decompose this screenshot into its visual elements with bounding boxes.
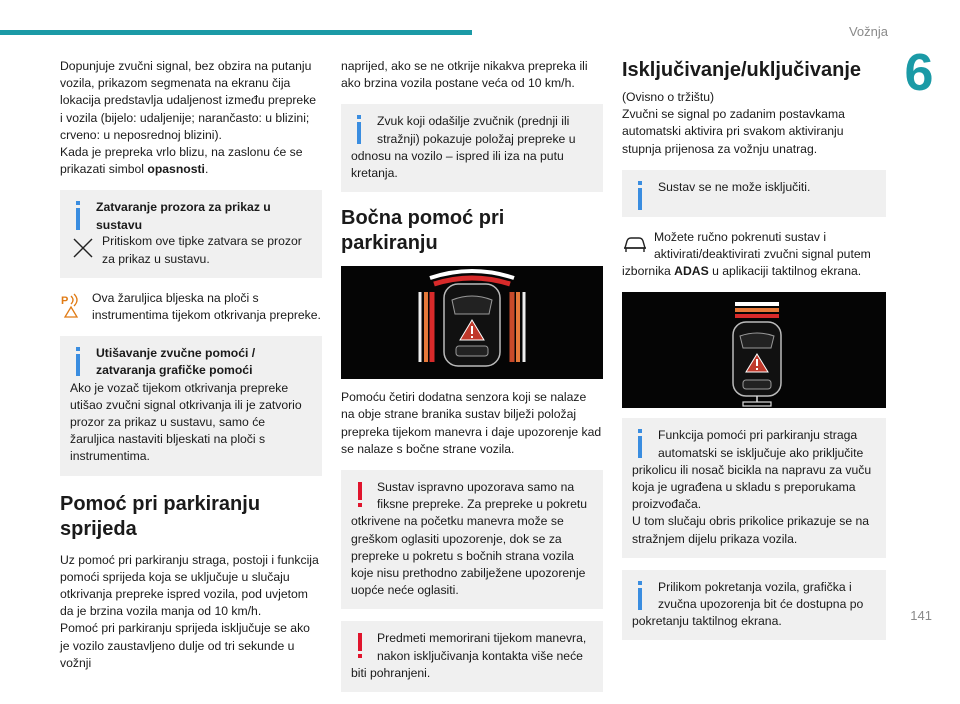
warning-box-fixed-obstacles <box>341 470 603 609</box>
warning-box-text: Sustav ispravno upozorava samo na fiksne prepreke. Za prepreke u pokretu otkrivene na početku manevra može se greškom oglasiti upozorenje, dok se za prepreke u pokretu s bočnih strana vozila koje nisu prethodno zabilježene upozorenje uopće neće oglasiti. <box>351 480 588 598</box>
parking-sensor-warning-icon <box>60 292 86 318</box>
warning-box-text: Predmeti memorirani tijekom manevra, nakon isključivanja kontakta više neće biti pohranjeni. <box>351 631 587 680</box>
manual-activation-row: Možete ručno pokrenuti sustav i aktivirati/deaktivirati zvučni signal putem izbornika ADAS u aplikaciji taktilnog ekrana. <box>622 229 871 279</box>
info-box-text: Ako je vozač tijekom otkrivanja prepreke utišao zvučni signal otkrivanja ili je zatvorio prozor za prikaz u sustavu, samo će žaruljica nastaviti bljeskati na ploči s instrumentima. <box>70 380 302 464</box>
info-icon <box>70 345 92 379</box>
info-box-text: Sustav se ne može isključiti. <box>658 179 811 194</box>
info-box-cannot-disable <box>622 170 886 217</box>
info-box-text: Zvuk koji odašilje zvučnik (prednji ili stražnji) pokazuje položaj prepreke u odnosu na vozilo – ispred ili iza na putu kretanja. <box>351 114 576 181</box>
column-3 <box>622 58 886 652</box>
info-icon <box>632 579 654 613</box>
info-box-title: Zatvaranje prozora za prikaz u sustavu <box>96 200 271 232</box>
info-box-speaker <box>341 104 603 192</box>
info-box-close-window <box>60 190 322 277</box>
svg-text:P: P <box>61 294 69 307</box>
close-button-description: Pritiskom ove tipke zatvara se prozor za prikaz u sustavu. <box>102 234 302 266</box>
continuation-paragraph: naprijed, ako se ne otkrije nikakva prepreka ili ako brzina vozila postane veća od 10 km/h. <box>341 59 588 91</box>
page-number: 141 <box>910 608 932 623</box>
header-accent-bar <box>0 30 472 35</box>
danger-paragraph: Kada je prepreka vrlo blizu, na zaslonu će se prikazati simbol opasnosti. <box>60 145 303 177</box>
info-icon <box>632 179 654 213</box>
side-parking-illustration <box>341 266 603 379</box>
section-heading-front-parking: Pomoć pri parkiranju sprijeda <box>60 492 261 540</box>
info-box-title: Utišavanje zvučne pomoći / zatvaranja grafičke pomoći <box>96 346 256 378</box>
toggle-paragraph: Zvučni se signal po zadanim postavkama automatski aktivira pri svakom aktiviranju stupnja prijenosa za vožnju unatrag. <box>622 107 845 156</box>
info-box-text: Prilikom pokretanja vozila, grafička i zvučna upozorenja bit će dostupna po pokretanju taktilnog ekrana. <box>632 579 864 629</box>
warning-box-memory <box>341 621 603 692</box>
close-icon <box>70 235 96 261</box>
warning-icon <box>351 479 373 513</box>
info-icon <box>70 199 92 233</box>
warning-lamp-row <box>60 290 322 324</box>
front-parking-paragraph-2: Pomoć pri parkiranju sprijeda isključuje se ako je vozilo zaustavljeno dulje od tri sekunde u vožnji <box>60 621 310 670</box>
column-2 <box>341 58 603 704</box>
section-heading-side-parking: Bočna pomoć pri parkiranju <box>341 207 505 255</box>
section-title: Vožnja <box>848 24 888 39</box>
warning-icon <box>351 630 373 664</box>
market-note: (Ovisno o tržištu) <box>622 90 715 104</box>
info-icon <box>351 113 373 147</box>
info-box-text-2: U tom slučaju obris prikolice prikazuje se na stražnjem dijelu prikaza vozila. <box>632 514 870 546</box>
chapter-number: 6 <box>904 44 934 102</box>
rear-parking-illustration <box>622 292 886 408</box>
front-parking-paragraph-1: Uz pomoć pri parkiranju straga, postoji i funkcija pomoći sprijeda koja se uključuje u slučaju otkrivanja prepreke ispred vozila, pod uvjetom da je brzina vozila manja od 10 km/h. <box>60 552 319 619</box>
manual-activation-text: Možete ručno pokrenuti sustav i aktivirati/deaktivirati zvučni signal putem izbornika <box>622 229 871 279</box>
section-heading-toggle: Isključivanje/uključivanje <box>622 59 862 81</box>
info-icon <box>632 427 654 461</box>
warning-lamp-text: Ova žaruljica bljeska na ploči s instrumentima tijekom otkrivanja prepreke. <box>92 290 321 323</box>
info-box-trailer <box>622 418 886 557</box>
column-1 <box>60 58 322 672</box>
car-outline-icon <box>622 231 648 257</box>
intro-paragraph: Dopunjuje zvučni signal, bez obzira na putanju vozila, prikazom segmenata na ekranu čija lokacija predstavlja udaljenost između prepreke i vozila (bijelo: udaljenije; narančasto: u blizini; crveno: u neposrednoj blizini). <box>60 59 317 142</box>
side-parking-paragraph: Pomoću četiri dodatna senzora koji se nalaze na obje strane branika sustav bilježi položaj prepreka tijekom manevra i daje upozorenje kad se nalaze s bočne strane vozila. <box>341 390 602 456</box>
adas-menu-label: ADAS <box>674 264 709 279</box>
info-box-mute <box>60 336 322 475</box>
info-box-text-1: Funkcija pomoći pri parkiranju straga automatski se isključuje ako priključite prikolicu ili nosač bicikla na napravu za vuču koja je ugrađena u skladu s preporukama proizvođača. <box>632 428 872 512</box>
info-box-startup <box>622 570 886 641</box>
